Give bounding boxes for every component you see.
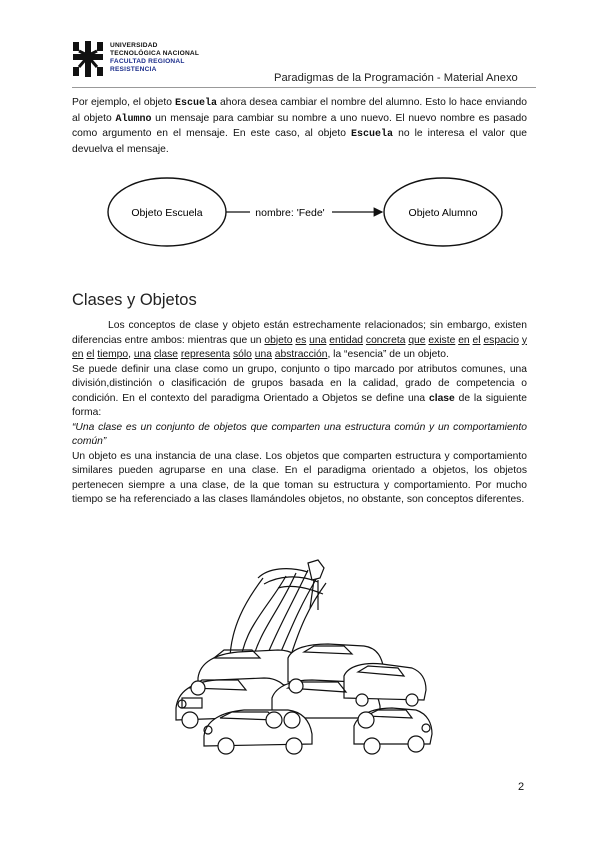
object-alumno-label: Objeto Alumno: [408, 207, 478, 219]
paragraph: Se puede definir una clase como un grupo, conjunto o tipo marcado por atributos comunes, una división,distinción o clasificación de grupos basada en la calidad, grado de competencia o condición. En el contexto del paradigma Orientado a Objetos se define una clase de la siguiente forma:: [72, 363, 527, 418]
page-number: 2: [518, 781, 525, 793]
institution-line: RESISTENCIA: [110, 66, 157, 73]
code-escuela: Escuela: [351, 129, 394, 140]
header-divider: [72, 87, 536, 88]
code-alumno: Alumno: [115, 113, 152, 125]
paragraph: Los conceptos de clase y objeto están estrechamente relacionados; sin embargo, existen diferencias entre ambos: mientras que un objeto es una entidad concreta que existe en el espacio y en el tiempo, una clase representa sólo una abstracción, la “esencia” de un objeto.: [72, 320, 527, 360]
utn-logo-icon: [72, 41, 104, 77]
message-label: nombre: 'Fede': [255, 207, 325, 219]
document-title: Paradigmas de la Programación - Material Anexo: [274, 72, 518, 84]
section-heading: Clases y Objetos: [72, 291, 197, 309]
object-escuela-label: Objeto Escuela: [131, 207, 203, 219]
section-body: [72, 319, 527, 508]
paragraph: Un objeto es una instancia de una clase. Los objetos que comparten estructura y comportamiento similares pueden agruparse en una clase. En el paradigma orientado a objetos, los objetos pertenecen siempre a una clase, de la que toman su estructura y comportamiento. Por mucho tiempo se ha referenciado a las clases llamándoles objetos, no obstante, son conceptos diferentes.: [72, 450, 527, 505]
institution-line: FACULTAD REGIONAL: [110, 58, 185, 65]
code-escuela: Escuela: [175, 98, 218, 109]
message-diagram: [100, 175, 520, 250]
cars-pile-illustration: [168, 558, 436, 758]
institution-line: TECNOLÓGICA NACIONAL: [110, 50, 200, 57]
institution-line: UNIVERSIDAD: [110, 42, 158, 49]
class-definition-quote: “Una clase es un conjunto de objetos que comparten una estructura común y un comportamiento común”: [72, 421, 527, 447]
intro-paragraph: Por ejemplo, el objeto Escuela ahora desea cambiar el nombre del alumno. Esto lo hace enviando al objeto Alumno un mensaje para cambiar su nombre a uno nuevo. El nuevo nombre es pasado como argumento en el mensaje. En este caso, al objeto Escuela no le interesa el valor que devuelva el mensaje.: [72, 97, 528, 155]
